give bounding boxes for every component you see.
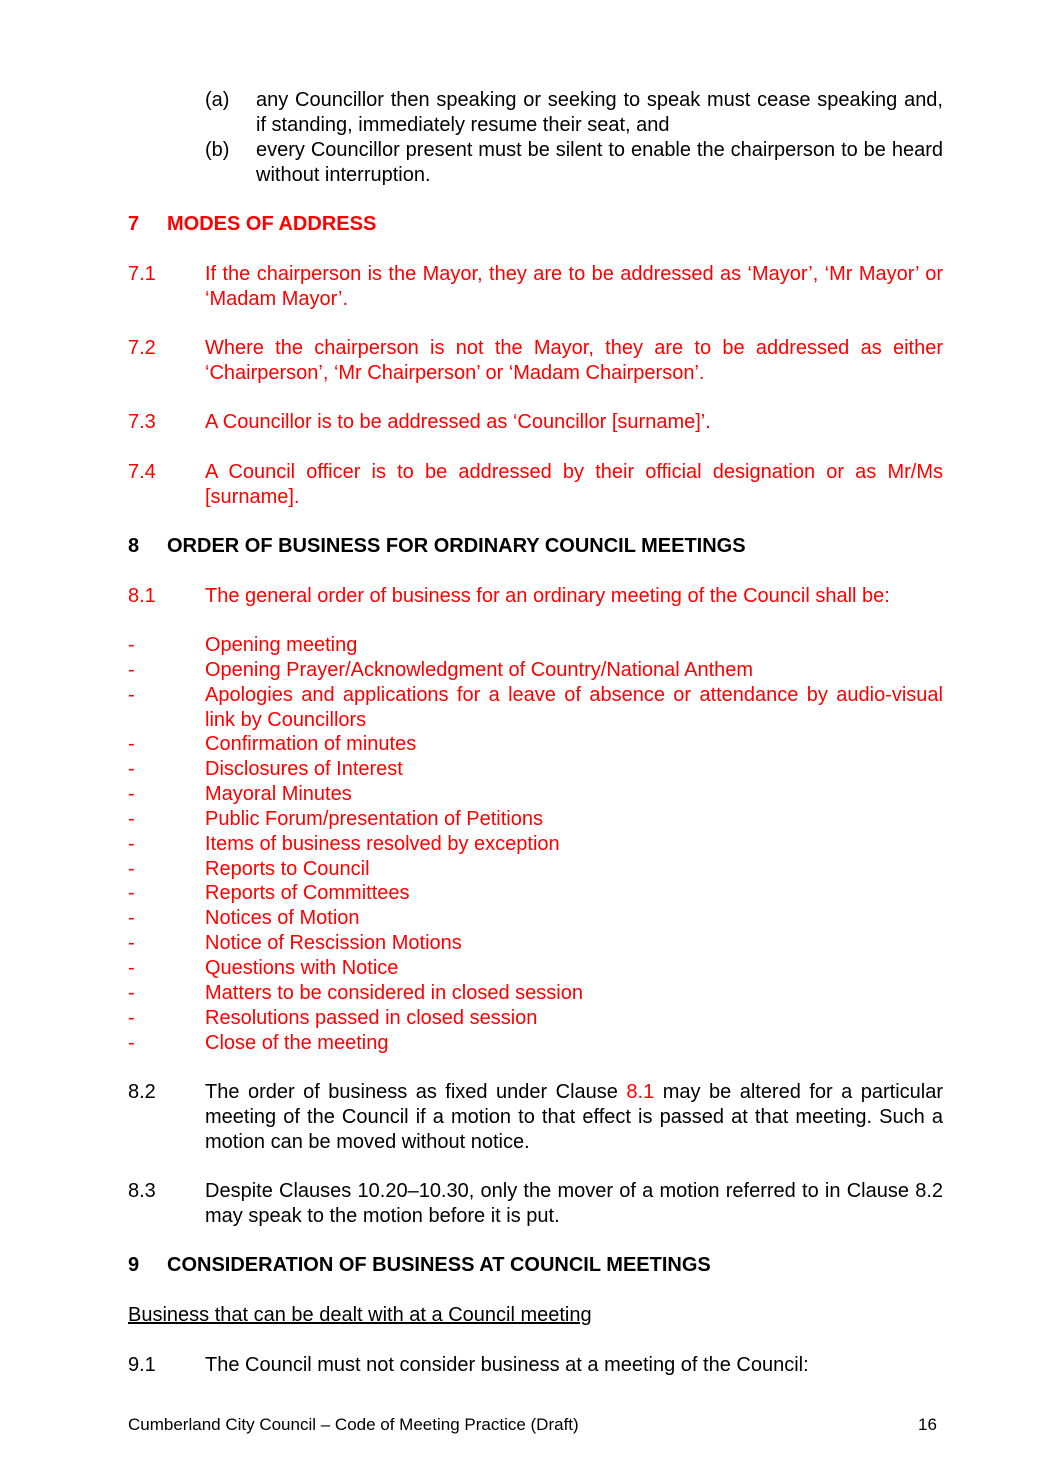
list-item: - Notices of Motion (128, 907, 360, 930)
section-title: CONSIDERATION OF BUSINESS AT COUNCIL MEETINGS (167, 1254, 711, 1276)
section-9-heading (128, 1253, 711, 1278)
list-item: - Opening Prayer/Acknowledgment of Country/National Anthem (128, 658, 754, 681)
clause-text: A Councillor is to be addressed as ‘Councillor [surname]’. (205, 411, 711, 433)
section-number: 8 (128, 535, 140, 557)
clause-text: If the chairperson is the Mayor, they are to be addressed as ‘Mayor’, ‘Mr Mayor’ or ‘Madam Mayor’. (205, 263, 943, 310)
section-7-heading (128, 212, 376, 237)
list-item: - Close of the meeting (128, 1031, 389, 1054)
list-item: - Public Forum/presentation of Petitions (128, 807, 543, 830)
intro-item-text: every Councillor present must be silent to enable the chairperson to be heard without interruption. (256, 139, 943, 186)
clause-text: A Council officer is to be addressed by their official designation or as Mr/Ms [surname]. (205, 461, 943, 508)
section-8-heading (128, 534, 746, 559)
section-number: 9 (128, 1254, 140, 1276)
intro-item-text: any Councillor then speaking or seeking to speak must cease speaking and, if standing, immediately resume their seat, and (256, 89, 943, 136)
clause-number: 7.3 (128, 411, 156, 433)
intro-item-label: (a) (205, 89, 230, 111)
clause-text: The general order of business for an ordinary meeting of the Council shall be: (205, 585, 890, 607)
clause-text: Where the chairperson is not the Mayor, they are to be addressed as either ‘Chairperson’, ‘Mr Chairperson’ or ‘Madam Chairperson’. (205, 337, 943, 384)
subheading: Business that can be dealt with at a Council meeting (128, 1304, 592, 1326)
list-item: - Mayoral Minutes (128, 783, 352, 806)
footer-page-number: 16 (918, 1415, 937, 1434)
clause-reference-link[interactable]: 8.1 (626, 1081, 655, 1103)
clause-number: 7.2 (128, 337, 156, 359)
list-item: - Notice of Rescission Motions (128, 932, 462, 955)
list-item: - Reports to Council (128, 857, 370, 880)
section-title: MODES OF ADDRESS (167, 213, 377, 235)
clause-number: 8.2 (128, 1081, 156, 1103)
list-item: - Confirmation of minutes (128, 733, 417, 756)
clause-number: 9.1 (128, 1354, 156, 1376)
list-item: - Disclosures of Interest (128, 758, 403, 781)
footer-document-title: Cumberland City Council – Code of Meeting Practice (Draft) (128, 1415, 579, 1434)
list-item: - Questions with Notice (128, 956, 399, 979)
clause-number: 7.4 (128, 461, 156, 483)
list-item: - Reports of Committees (128, 882, 410, 905)
clause-text: Despite Clauses 10.20–10.30, only the mover of a motion referred to in Clause 8.2 may speak to the motion before it is put. (205, 1180, 943, 1227)
list-item: - Items of business resolved by exception (128, 832, 560, 855)
list-item: - Apologies and applications for a leave of absence or attendance by audio-visual link by Councillors (128, 683, 943, 731)
clause-text: The Council must not consider business at a meeting of the Council: (205, 1354, 809, 1376)
section-title: ORDER OF BUSINESS FOR ORDINARY COUNCIL MEETINGS (167, 535, 746, 557)
clause-number: 8.1 (128, 585, 156, 607)
clause-text: The order of business as fixed under Clause 8.1 may be altered for a particular meeting of the Council if a motion to that effect is passed at that meeting. Such a motion can be moved without notice. (205, 1081, 944, 1153)
intro-item-label: (b) (205, 139, 230, 161)
list-item: - Opening meeting (128, 634, 358, 656)
order-of-business-list (128, 633, 943, 1055)
clause-number: 8.3 (128, 1180, 156, 1202)
section-number: 7 (128, 213, 140, 235)
list-item: - Resolutions passed in closed session (128, 1006, 538, 1029)
clause-number: 7.1 (128, 263, 156, 285)
list-item: - Matters to be considered in closed session (128, 981, 583, 1004)
